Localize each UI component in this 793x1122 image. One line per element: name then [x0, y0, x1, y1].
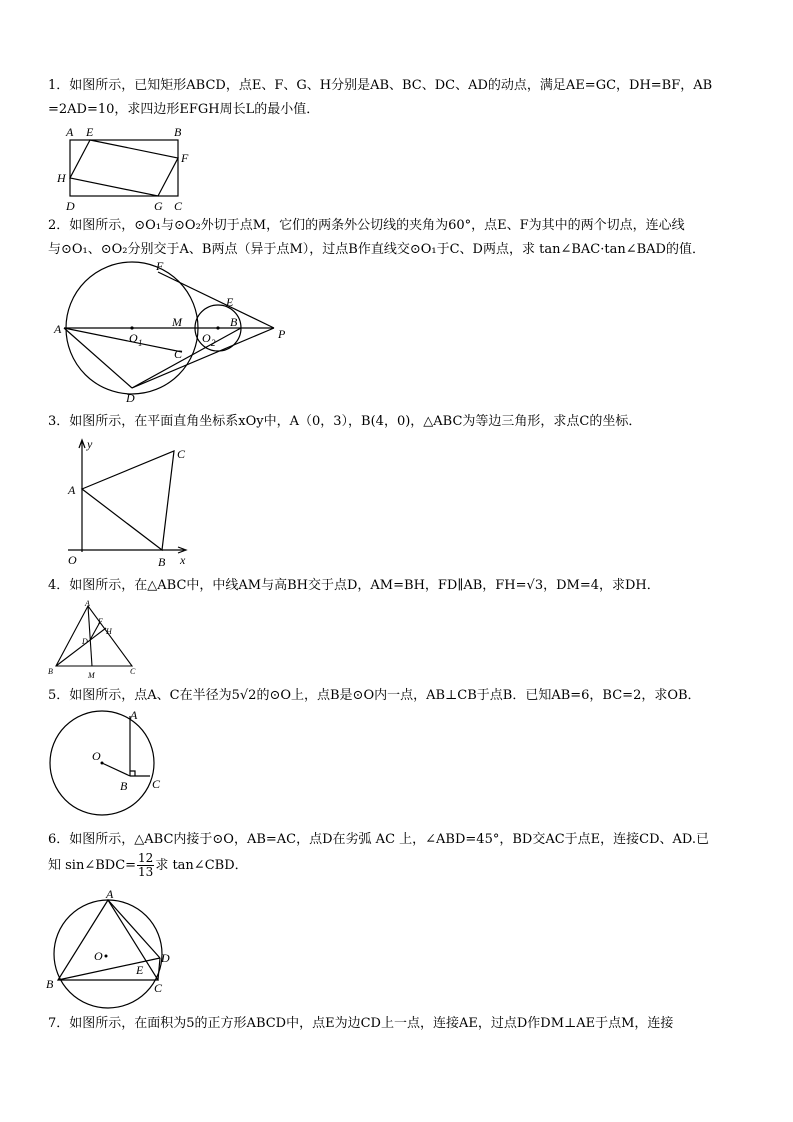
problem-4-number: 4 — [48, 578, 57, 593]
label-O: O — [68, 553, 77, 567]
label-O2-subscript: 2 — [211, 338, 216, 348]
problem-7-number: 7 — [48, 1016, 57, 1031]
label-B: B — [174, 125, 182, 139]
label-A: A — [130, 708, 138, 722]
label-B: B — [120, 779, 128, 793]
label-B: B — [230, 315, 238, 329]
problem-6 — [48, 828, 748, 879]
label-y: y — [87, 437, 93, 451]
label-C: C — [174, 347, 183, 361]
label-O1: O — [129, 331, 138, 345]
problem-7-text-line1: ．如图所示，在面积为5的正方形ABCD中，点E为边CD上一点，连接AE，过点D作DM⊥AE于点M，连接 — [56, 1016, 674, 1031]
problem-1-text-line2: =2AD=10，求四边形EFGH周长L的最小值． — [48, 102, 320, 117]
label-C: C — [177, 447, 186, 461]
fraction-denominator: 13 — [138, 865, 154, 879]
label-F: F — [181, 151, 189, 165]
problem-4 — [48, 574, 748, 598]
fraction-12-13 — [137, 852, 154, 879]
problem-4-text-part2: ，DM=4，求DH． — [543, 578, 660, 593]
problem-2-text-line2: 与⊙O₁、⊙O₂分别交于A、B两点（异于点M），过点B作直线交⊙O₁于C、D两点，求 tan∠BAC·tan∠BAD的值． — [48, 242, 705, 257]
label-E: E — [136, 963, 144, 977]
figure-rectangle-efgh — [52, 124, 202, 214]
fraction-numerator: 12 — [138, 851, 154, 865]
problem-2-number: 2 — [48, 218, 57, 233]
label-D: D — [82, 637, 88, 646]
label-B: B — [46, 977, 54, 991]
label-O2: O — [202, 331, 211, 345]
label-F: F — [156, 260, 164, 273]
problem-5-sqrt: √2 — [239, 688, 257, 703]
label-C: C — [154, 981, 163, 995]
figure-inscribed-triangle — [44, 888, 174, 1010]
problem-4-text-part1: ．如图所示，在△ABC中，中线AM与高BH交于点D，AM=BH，FD∥AB，FH= — [56, 578, 527, 593]
label-C: C — [152, 777, 161, 791]
label-A: A — [54, 322, 62, 336]
label-A: A — [66, 125, 74, 139]
problem-1-number: 1 — [48, 78, 57, 93]
problem-5-text-part1: ．如图所示，点A、C在半径为5 — [56, 688, 240, 703]
label-D: D — [161, 951, 170, 965]
figure-triangle-median — [44, 600, 144, 682]
label-A: A — [85, 600, 90, 608]
problem-6-text-line2a: 知 sin∠BDC= — [48, 858, 137, 873]
problem-2 — [48, 214, 748, 262]
label-M: M — [172, 315, 182, 329]
label-C: C — [130, 667, 136, 676]
figure-tangent-circles — [52, 260, 302, 410]
label-O1-subscript: 1 — [138, 338, 143, 348]
problem-6-text-line1: ．如图所示，△ABC内接于⊙O，AB=AC，点D在劣弧 AC 上，∠ABD=45°，BD交AC于点E，连接CD、AD.已 — [56, 832, 709, 847]
problem-1-text-line1: ．如图所示，已知矩形ABCD，点E、F、G、H分别是AB、BC、DC、AD的动点，满足AE=GC，DH=BF，AB — [56, 78, 713, 93]
problem-2-text-line1: ．如图所示，⊙O₁与⊙O₂外切于点M，它们的两条外公切线的夹角为60°，点E、F为其中的两个切点，连心线 — [56, 218, 685, 233]
problem-1 — [48, 74, 748, 122]
label-O: O — [94, 949, 103, 963]
figure-circle-right-angle — [48, 706, 168, 820]
label-A: A — [106, 888, 114, 901]
label-D: D — [126, 391, 135, 405]
label-x: x — [180, 553, 186, 567]
label-B: B — [158, 555, 166, 568]
label-O: O — [92, 749, 101, 763]
label-A: A — [68, 483, 76, 497]
problem-7 — [48, 1012, 748, 1036]
label-D: D — [66, 199, 75, 213]
figure-coordinate-triangle — [60, 436, 200, 568]
label-H: H — [57, 171, 66, 185]
problem-6-number: 6 — [48, 832, 57, 847]
label-M: M — [88, 671, 95, 680]
label-B: B — [48, 667, 53, 676]
problem-6-text-line2b: 求 tan∠CBD． — [155, 858, 248, 873]
label-E: E — [86, 125, 94, 139]
label-F: F — [98, 617, 103, 626]
problem-5-text-part2: 的⊙O上，点B是⊙O内一点，AB⊥CB于点B．已知AB=6，BC=2，求OB． — [256, 688, 701, 703]
problem-3-text-line1: ．如图所示，在平面直角坐标系xOy中，A（0，3），B(4，0)，△ABC为等边三角形，求点C的坐标． — [56, 414, 642, 429]
label-H: H — [106, 627, 112, 636]
problem-5 — [48, 684, 748, 708]
problem-3 — [48, 410, 748, 434]
problem-5-number: 5 — [48, 688, 57, 703]
label-C: C — [174, 199, 183, 213]
problem-4-sqrt: √3 — [526, 578, 544, 593]
label-P: P — [278, 327, 286, 341]
label-G: G — [154, 199, 163, 213]
label-E: E — [226, 295, 234, 309]
problem-3-number: 3 — [48, 414, 57, 429]
